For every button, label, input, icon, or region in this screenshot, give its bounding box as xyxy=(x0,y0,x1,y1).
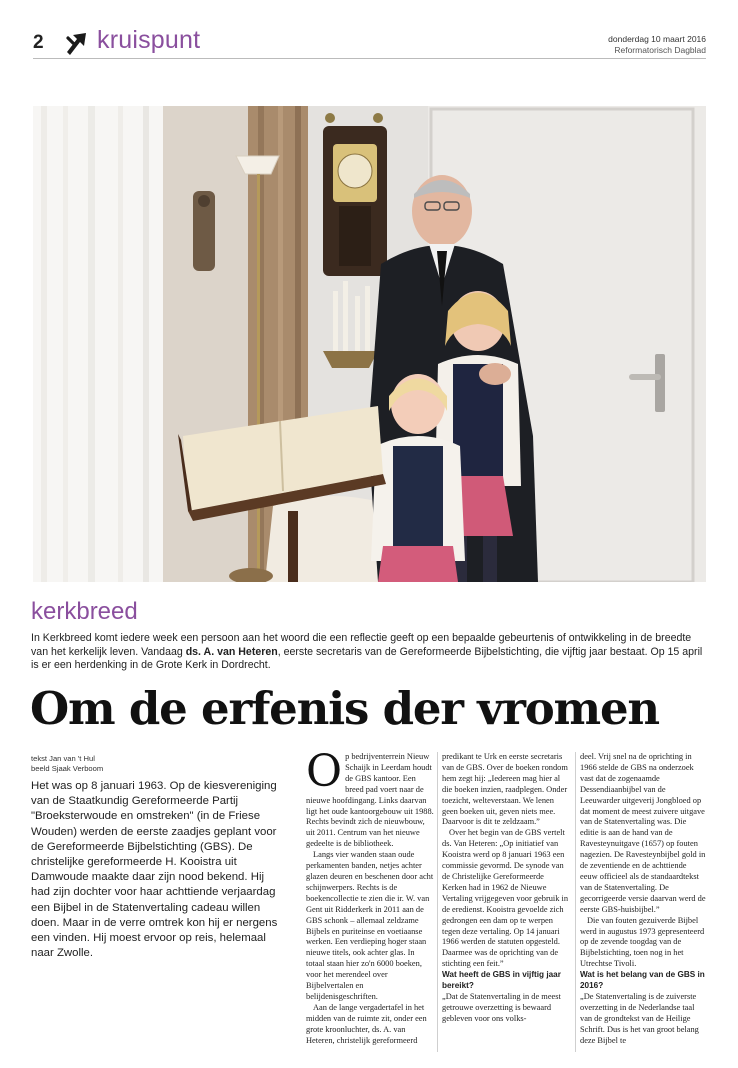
article-photo xyxy=(33,106,706,582)
body-paragraph: „Dat de Statenvertaling in de meest getrouwe overzetting is bewaard gebleven voor ons volks- xyxy=(442,991,561,1023)
article-lead: Het was op 8 januari 1963. Op de kiesvereniging van de Staatkundig Gereformeerde Partij "Broeksterwoude en omstreken" (in de Friese Wouden) werden de eerste zaadjes geplant voor de Gereformeerde Bijbelstichting (GBS). De christelijke gereformeerde H. Kooistra uit Damwoude maakte daar zijn nood bekend. Hij had zijn dochter voor haar achttiende verjaardag een Bijbel in de Statenvertaling cadeau willen doen. Maar in de verre omtrek kon hij er nergens een vinden. Hij moest ervoor op reis, helemaal naar Zwolle. xyxy=(31,780,278,960)
body-paragraph: Die van fouten gezuiverde Bijbel werd in augustus 1973 gepresenteerd op de zevende toogdag van de Bijbelstichting, toen nog in het Utrechtse Tivoli. xyxy=(580,915,705,969)
body-column-3 xyxy=(580,752,706,1046)
byline-author: tekst Jan van 't Hul xyxy=(31,754,95,763)
page-number: 2 xyxy=(33,32,44,53)
intro-text-start: In Kerkbreed komt iedere week een persoon aan het woord die een reflectie geeft op een bepaalde gebeurtenis of ontwikkeling in de breedte van het kerkelijk leven. Vandaag xyxy=(31,632,692,658)
column-divider xyxy=(437,752,438,1052)
intro-text xyxy=(31,632,703,673)
byline-photographer: beeld Sjaak Verboom xyxy=(31,764,104,773)
byline xyxy=(31,754,103,774)
drop-cap: O xyxy=(306,746,343,797)
publication-name: Reformatorisch Dagblad xyxy=(614,45,706,55)
intro-name: ds. A. van Heteren xyxy=(185,645,278,658)
body-column-1 xyxy=(306,746,434,1046)
photo-family-with-bible xyxy=(33,106,706,582)
kruispunt-arrow-icon xyxy=(64,30,90,56)
issue-date: donderdag 10 maart 2016 xyxy=(608,34,706,44)
interview-question: Wat heeft de GBS in vijftig jaar bereikt? xyxy=(442,970,561,991)
body-paragraph: Langs vier wanden staan oude perkamenten banden, netjes achter glazen deuren en beschenen door acht schijnwerpers. Rechts is de boekencollectie te zien die ir. W. van Gent uit Ridderkerk in 2011 aan de GBS schonk – allemaal zeldzame Bijbels en puriteinse en voetiaanse werken. Een verdieping hoger staan nieuwe titels, ook achter glas. In totaal staan hier zo'n 6000 boeken, voor het merendeel over Bijbelvertalen en belijdenisgeschriften. xyxy=(306,850,434,1001)
article-headline: Om de erfenis der vromen xyxy=(30,682,659,735)
column-divider xyxy=(575,752,576,1052)
body-paragraph-text: p bedrijventerrein Nieuw Schaijk in Leerdam houdt de GBS kantoor. Een breed pad voert naar de nieuwe hoofdingang. Links daarvan ligt het oude kantoorgebouw uit 1988. Rechts bevindt zich de nieuwbouw, uit 2011. Centrum van het nieuwe gedeelte is de bibliotheek. xyxy=(306,752,434,849)
body-paragraph: Aan de lange vergadertafel in het midden van de ruimte zit, onder een grote kroonluchter, ds. A. van Heteren, christelijk gereformeerd xyxy=(306,1002,427,1045)
body-paragraph: deel. Vrij snel na de oprichting in 1966 stelde de GBS na onderzoek vast dat de zogenaamde Dessendiaanbijbel van de Leeuwarder uitgeverij Jongbloed op dat moment de meest zuivere uitgave van de Statenvertaling was. Die editie is aan de hand van de Ravesteynuitgave (1657) op fouten nagezien. De Ravesteynbijbel gold in de zeventiende en de achttiende eeuw officieel als de standaardtekst van de Statenvertaling. De gecorrigeerde versie daarvan werd de eerste GBS-huisbijbel.” xyxy=(580,752,706,914)
section-title: kruispunt xyxy=(97,26,201,54)
body-paragraph: Over het begin van de GBS vertelt ds. Van Heteren: „Op initiatief van Kooistra werd op 8 januari 1963 een commissie gevormd. De synode van de Christelijke Gereformeerde Kerken had in 1962 de Nieuwe Vertaling vrijgegeven voor gebruik in de eredienst. Kooistra gevoelde zich gedrongen een dam op te werpen tegen deze vertaling. Op 14 januari 1966 werden de statuten opgesteld. Daarmee was de oprichting van de stichting een feit.” xyxy=(442,828,569,969)
header-divider xyxy=(33,58,706,59)
kicker-label: kerkbreed xyxy=(31,598,138,625)
intro-text-end: , eerste secretaris van de Gereformeerde Bijbelstichting, die vijftig jaar bestaat. Op 15 april is er een herdenking in de Grote Kerk in Dordrecht. xyxy=(31,645,703,672)
body-paragraph: „De Statenvertaling is de zuiverste overzetting in de Nederlandse taal van de grondtekst van de Heilige Schrift. Dus is het van groot belang deze Bijbel te xyxy=(580,991,699,1045)
interview-question: Wat is het belang van de GBS in 2016? xyxy=(580,970,705,991)
body-paragraph xyxy=(306,746,434,850)
body-column-2 xyxy=(442,752,570,1025)
issue-date-block xyxy=(608,34,706,56)
body-paragraph: predikant te Urk en eerste secretaris van de GBS. Over de boeken rondom hem zegt hij: „Iedereen mag hier al die boeken inzien, raadplegen. Onder toezicht, welteverstaan. We lenen geen boeken uit, geven niets mee. Daarvoor is dit te zeldzaam.” xyxy=(442,752,568,827)
